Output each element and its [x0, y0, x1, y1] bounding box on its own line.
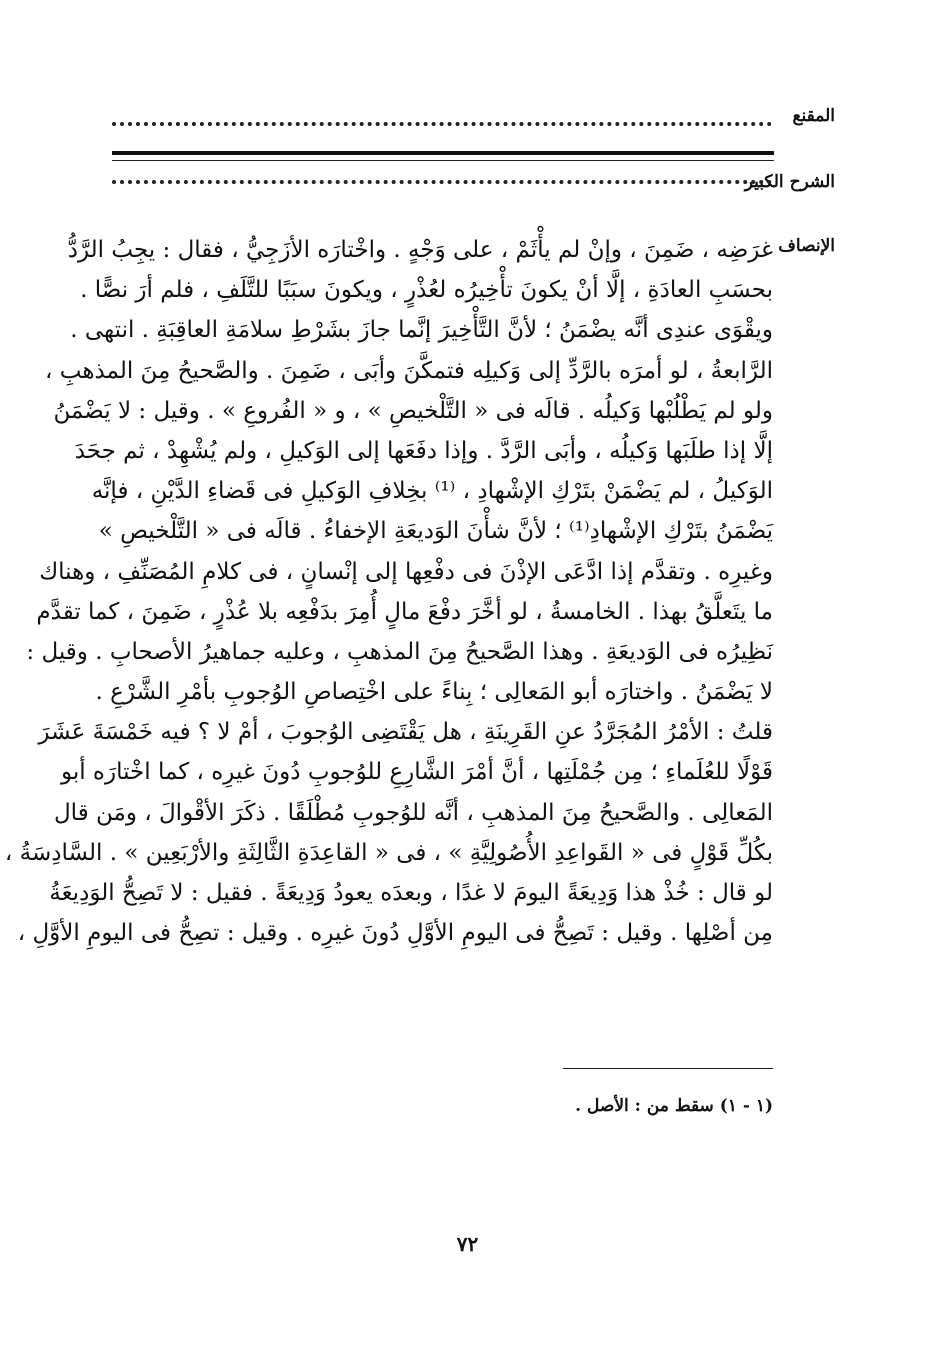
body-line: الرَّابعةُ ، لو أمرَه بالرَّدِّ إلى وَكيلِه فتمكَّنَ وأبَى ، ضَمِنَ . والصَّحيحُ مِنَ المذهبِ ، [45, 357, 773, 384]
body-line: لو قال : خُذْ هذا وَدِيعَةً اليومَ لا غدًا ، وبعدَه يعودُ وَدِيعَةً . فقيل : لا تَصِحُّ الوَدِيعَةُ [49, 880, 773, 906]
body-line: قلتُ : الأمْرُ المُجَرَّدُ عنِ القَرِينَةِ ، هل يَقْتَضِى الوُجوبَ ، أمْ لا ؟ فيه خَمْسَةَ عَشَرَ [38, 719, 773, 746]
body-line: الوَكيلُ ، لم يَضْمَنْ بتَرْكِ الإشْهادِ ، ⁽¹⁾ بخِلافِ الوَكيلِ فى قَضاءِ الدَّيْنِ ، فإنَّه [91, 478, 773, 505]
section-label-sharh: الشرح الكبير [744, 172, 835, 192]
section-label-muqni: المقنع [792, 106, 835, 126]
body-line: لا يَضْمَنُ . واختارَه أبو المَعالِى ؛ بِناءً على اخْتِصاصِ الوُجوبِ بأمْرِ الشَّرْعِ . [95, 679, 773, 706]
section-label-insaf: الإنصاف [778, 236, 835, 256]
body-line: وغيرِه . وتقدَّم إذا ادَّعَى الإذْنَ فى دفْعِها إلى إنْسانٍ ، فى كلامِ المُصَنِّفِ ، وهناك [39, 558, 773, 585]
page-number: ٧٢ [456, 1232, 479, 1256]
divider-thin [112, 160, 774, 161]
body-line: مِن أصْلِها . وقيل : تَصِحُّ فى اليومِ الأوَّلِ دُونَ غيرِه . وقيل : تصِحُّ فى اليومِ الأوَّلِ ، [17, 920, 773, 947]
body-line: قَوْلًا للعُلَماءِ ؛ مِن جُمْلَتِها ، أنَّ أمْرَ الشَّارِعِ للوُجوبِ دُونَ غيرِه ، كما اخْتارَه أبو [60, 759, 773, 786]
body-line: غرَضِه ، ضَمِنَ ، وإنْ لم يأْثَمْ ، على وَجْهٍ . واخْتارَه الأزَجِيُّ ، فقال : يجِبُ الرَّدُّ [67, 237, 773, 263]
body-line: نَظِيرُه فى الوَديعَةِ . وهذا الصَّحيحُ مِنَ المذهبِ ، وعليه جماهيرُ الأصحابِ . وقيل : [26, 638, 773, 665]
footnote-divider [563, 1068, 773, 1069]
sharh-dotted-placeholder [112, 180, 772, 184]
body-line: ويقْوَى عندِى أنَّه يضْمَنُ ؛ لأنَّ التَّأْخِيرَ إنَّما جازَ بشَرْطِ سلامَةِ العاقِبَةِ . انتهى . [70, 317, 773, 344]
body-line: يَضْمَنُ بتَرْكِ الإشْهادِ⁽¹⁾ ؛ لأنَّ شأْنَ الوَديعَةِ الإخفاءُ . قالَه فى « التَّلْخيصِ » [98, 518, 773, 545]
body-line: المَعالِى . والصَّحيحُ مِنَ المذهبِ ، أنَّه للوُجوبِ مُطْلَقًا . ذكَرَ الأقْوالَ ، ومَن قال [53, 799, 773, 826]
body-line: ما يتَعلَّقُ بهذا . الخامسةُ ، لو أخَّرَ دفْعَ مالٍ أُمِرَ بدَفْعِه بلا عُذْرٍ ، ضَمِنَ ، كما تقدَّم [36, 598, 773, 625]
body-line: ولو لم يَطْلُبْها وَكيلُه . قالَه فى « التَّلْخيصِ » ، و « الفُروعِ » . وقيل : لا يَضْمَنُ [53, 397, 773, 424]
insaf-body-text [4, 230, 773, 953]
body-line: بكُلِّ قَوْلٍ فى « القَواعِدِ الأُصُولِيَّةِ » ، فى « القاعِدَةِ الثَّالِثَةِ والأرْبَعِين » . السَّادِسَةُ ، [4, 839, 773, 866]
body-line: إلَّا إذا طلَبَها وَكيلُه ، وأبَى الرَّدَّ . وإذا دفَعَها إلى الوَكيلِ ، ولم يُشْهِدْ ، ثم جحَدَ [74, 437, 773, 464]
body-line: بحسَبِ العادَةِ ، إلَّا أنْ يكونَ تأْخِيرُه لعُذْرٍ ، ويكونَ سبَبًا للتَّلَفِ ، فلم أرَ نصًّا . [80, 277, 773, 304]
divider-thick [112, 151, 774, 155]
footnote: (١ - ١) سقط من : الأصل . [575, 1096, 773, 1116]
muqni-dotted-placeholder [112, 122, 772, 126]
